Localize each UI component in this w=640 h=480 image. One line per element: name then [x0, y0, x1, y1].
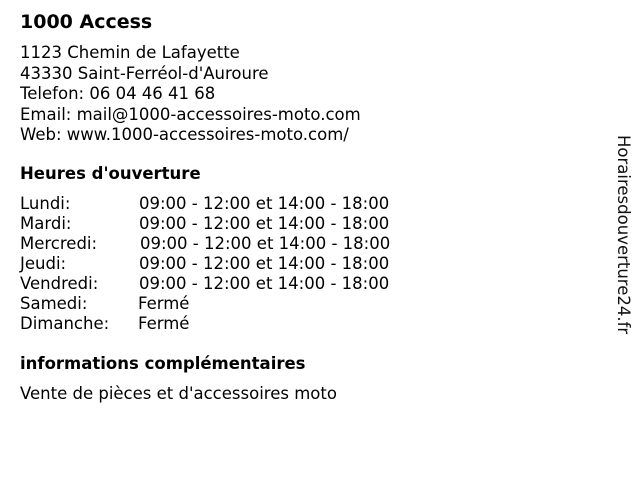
opening-hours-heading: Heures d'ouverture — [20, 164, 201, 183]
city-address: 43330 Saint-Ferréol-d'Auroure — [20, 63, 269, 83]
site-watermark: Horairesdouverture24.fr — [614, 135, 633, 335]
day-label: Dimanche: — [20, 314, 110, 333]
day-label: Lundi: — [20, 194, 71, 213]
hours-value: 09:00 - 12:00 et 14:00 - 18:00 — [140, 234, 391, 253]
hours-value: 09:00 - 12:00 et 14:00 - 18:00 — [139, 194, 390, 213]
hours-value: 09:00 - 12:00 et 14:00 - 18:00 — [139, 254, 390, 273]
hours-value: Fermé — [138, 294, 190, 313]
website-address: Web: www.1000-accessoires-moto.com/ — [20, 125, 349, 144]
day-label: Jeudi: — [20, 254, 67, 273]
day-label: Samedi: — [20, 294, 88, 313]
hours-value: Fermé — [138, 314, 190, 333]
phone-number: Telefon: 06 04 46 41 68 — [20, 84, 216, 103]
day-label: Mardi: — [20, 214, 72, 233]
hours-value: 09:00 - 12:00 et 14:00 - 18:00 — [139, 274, 390, 293]
hours-value: 09:00 - 12:00 et 14:00 - 18:00 — [139, 214, 390, 233]
street-address: 1123 Chemin de Lafayette — [20, 43, 240, 62]
additional-info-heading: informations complémentaires — [20, 354, 306, 373]
day-label: Vendredi: — [20, 274, 99, 293]
email-address: Email: mail@1000-accessoires-moto.com — [20, 104, 361, 124]
day-label: Mercredi: — [20, 234, 98, 253]
contact-info — [20, 43, 361, 146]
additional-info-text: Vente de pièces et d'accessoires moto — [20, 384, 337, 403]
business-name: 1000 Access — [20, 11, 153, 33]
